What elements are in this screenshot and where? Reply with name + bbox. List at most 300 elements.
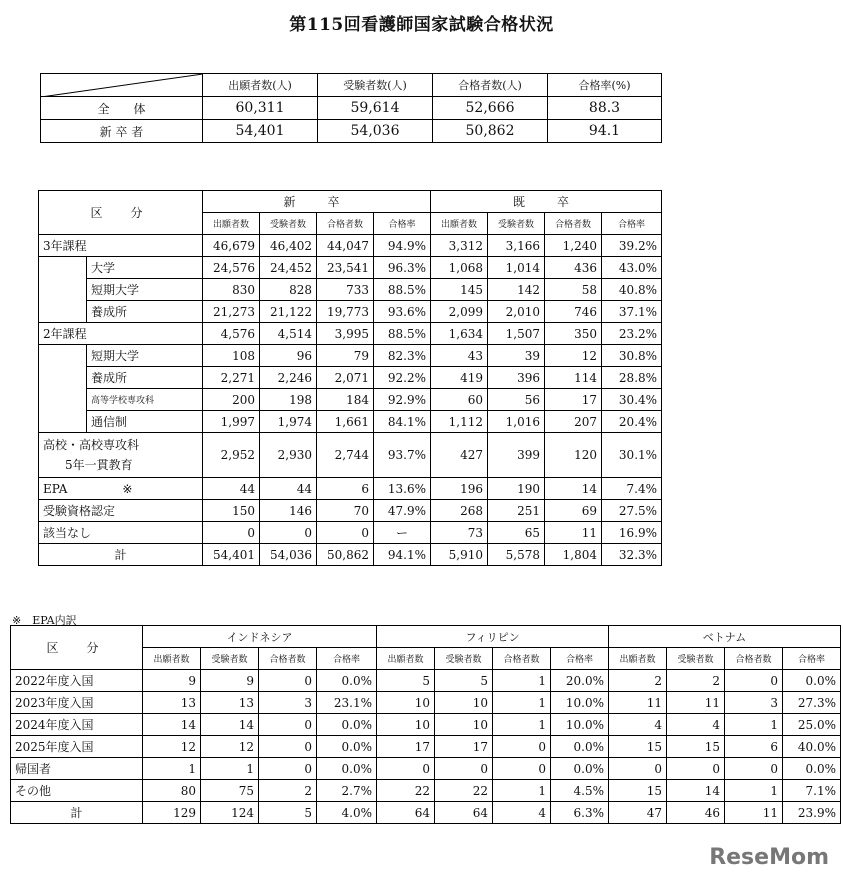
cell: 5 xyxy=(435,670,493,692)
cell: 88.5% xyxy=(374,279,431,301)
cell: 20.0% xyxy=(551,670,609,692)
table-row xyxy=(39,257,662,279)
cell: 2 xyxy=(609,670,667,692)
cell: 4 xyxy=(667,714,725,736)
row-label: 2022年度入国 xyxy=(11,670,143,692)
indent-cell xyxy=(39,345,87,367)
sub-header: 合格率 xyxy=(374,213,431,235)
sub-header: 合格率 xyxy=(317,648,377,670)
group-header-past: 既 卒 xyxy=(431,191,662,213)
table-row xyxy=(39,522,662,544)
cell: 15 xyxy=(609,780,667,802)
cell: 12 xyxy=(143,736,201,758)
cell: 1 xyxy=(201,758,259,780)
cell: 10 xyxy=(435,714,493,736)
cell: 1 xyxy=(493,670,551,692)
row-label: 3年課程 xyxy=(39,235,203,257)
cell: 5 xyxy=(259,802,317,824)
sub-header: 受験者数 xyxy=(435,648,493,670)
cell: 70 xyxy=(317,500,374,522)
cell: 13.6% xyxy=(374,478,431,500)
group-header-philippines: フィリピン xyxy=(377,626,609,648)
cell: 54,401 xyxy=(203,544,260,566)
table-row xyxy=(39,301,662,323)
table-row xyxy=(39,478,662,500)
indent-cell xyxy=(39,301,87,323)
cell: 142 xyxy=(488,279,545,301)
cell: 24,452 xyxy=(260,257,317,279)
cell: 1,014 xyxy=(488,257,545,279)
cell: 12 xyxy=(201,736,259,758)
cell: 82.3% xyxy=(374,345,431,367)
table-row xyxy=(39,544,662,566)
sub-header: 出願者数 xyxy=(431,213,488,235)
summary-header: 合格率(%) xyxy=(548,74,662,97)
cell: 1 xyxy=(493,714,551,736)
cell: 5,910 xyxy=(431,544,488,566)
cell: 25.0% xyxy=(783,714,841,736)
cell: 21,273 xyxy=(203,301,260,323)
cell: 10.0% xyxy=(551,692,609,714)
cell: 1 xyxy=(493,692,551,714)
epa-mark: ※ xyxy=(122,481,133,496)
summary-table xyxy=(40,73,662,143)
cell: 5 xyxy=(377,670,435,692)
cell: 129 xyxy=(143,802,201,824)
cell: 11 xyxy=(725,802,783,824)
cell: 54,036 xyxy=(260,544,317,566)
cell: 2,744 xyxy=(317,433,374,478)
table-row xyxy=(39,500,662,522)
cell: 0 xyxy=(493,758,551,780)
cell: 0 xyxy=(259,758,317,780)
cell: 6 xyxy=(725,736,783,758)
row-label: 受験資格認定 xyxy=(39,500,203,522)
diagonal-header-cell xyxy=(41,74,203,97)
cell: 44 xyxy=(260,478,317,500)
sub-header: 出願者数 xyxy=(609,648,667,670)
cell: 94.9% xyxy=(374,235,431,257)
table-row xyxy=(39,345,662,367)
cell: 16.9% xyxy=(602,522,662,544)
cell: 14 xyxy=(545,478,602,500)
table-row xyxy=(11,670,841,692)
summary-header: 受験者数(人) xyxy=(318,74,433,97)
cell: 396 xyxy=(488,367,545,389)
row-label-line: 5年一貫教育 xyxy=(65,458,133,472)
cell: 27.3% xyxy=(783,692,841,714)
cell: 2,246 xyxy=(260,367,317,389)
cell: 21,122 xyxy=(260,301,317,323)
cell: 190 xyxy=(488,478,545,500)
cell: 14 xyxy=(667,780,725,802)
sub-header: 合格者数 xyxy=(317,213,374,235)
row-label: 高等学校専攻科 xyxy=(87,389,203,411)
cell: 0 xyxy=(725,758,783,780)
cell: 75 xyxy=(201,780,259,802)
resemom-logo: ReseMom xyxy=(709,845,829,870)
cell: 0 xyxy=(317,522,374,544)
row-label: 2年課程 xyxy=(39,323,203,345)
cell: 4 xyxy=(609,714,667,736)
cell: 120 xyxy=(545,433,602,478)
cell: 108 xyxy=(203,345,260,367)
cell: 1,997 xyxy=(203,411,260,433)
cell: 1,068 xyxy=(431,257,488,279)
cell: 1 xyxy=(725,714,783,736)
cell: 2 xyxy=(667,670,725,692)
cell: 207 xyxy=(545,411,602,433)
cell: 10 xyxy=(435,692,493,714)
cell: 0 xyxy=(259,736,317,758)
cell: 1 xyxy=(493,780,551,802)
cell: 200 xyxy=(203,389,260,411)
row-label: その他 xyxy=(11,780,143,802)
cell: 46,402 xyxy=(260,235,317,257)
cell: 5,578 xyxy=(488,544,545,566)
cell: 39.2% xyxy=(602,235,662,257)
cell: 1,634 xyxy=(431,323,488,345)
cell: 54,401 xyxy=(203,120,318,143)
cell: 0 xyxy=(377,758,435,780)
row-label: 帰国者 xyxy=(11,758,143,780)
cell: 30.4% xyxy=(602,389,662,411)
cell: 0 xyxy=(259,714,317,736)
epa-note: ※ EPA内訳 xyxy=(12,614,77,627)
cell: 0 xyxy=(725,670,783,692)
cell: 96 xyxy=(260,345,317,367)
cell: 350 xyxy=(545,323,602,345)
row-label: 2023年度入国 xyxy=(11,692,143,714)
cell: 4.0% xyxy=(317,802,377,824)
cell: 7.4% xyxy=(602,478,662,500)
cell: 0 xyxy=(260,522,317,544)
cell: 65 xyxy=(488,522,545,544)
cell: 93.6% xyxy=(374,301,431,323)
cell: 6.3% xyxy=(551,802,609,824)
cell: 0.0% xyxy=(317,714,377,736)
cell: 3,312 xyxy=(431,235,488,257)
cell: 23.9% xyxy=(783,802,841,824)
cell: 47.9% xyxy=(374,500,431,522)
cell: 7.1% xyxy=(783,780,841,802)
cell: 251 xyxy=(488,500,545,522)
cell: 43.0% xyxy=(602,257,662,279)
cell: 2 xyxy=(259,780,317,802)
cell: 0 xyxy=(667,758,725,780)
cell: 124 xyxy=(201,802,259,824)
table-row xyxy=(41,97,662,120)
cell: 60 xyxy=(431,389,488,411)
diagonal-line-icon xyxy=(41,74,203,97)
cell: 14 xyxy=(201,714,259,736)
cell: 69 xyxy=(545,500,602,522)
cell: 830 xyxy=(203,279,260,301)
row-label: 新 卒 者 xyxy=(41,120,203,143)
table-row xyxy=(39,389,662,411)
cell: 44 xyxy=(203,478,260,500)
cell: 10 xyxy=(377,714,435,736)
cell: 0.0% xyxy=(783,670,841,692)
row-label: 短期大学 xyxy=(87,279,203,301)
cell: 0 xyxy=(203,522,260,544)
indent-cell xyxy=(39,367,87,389)
kubun-header: 区 分 xyxy=(11,626,143,670)
cell: 46,679 xyxy=(203,235,260,257)
row-label: 2024年度入国 xyxy=(11,714,143,736)
cell: 30.1% xyxy=(602,433,662,478)
cell: 64 xyxy=(435,802,493,824)
cell: 0.0% xyxy=(551,736,609,758)
cell: 52,666 xyxy=(433,97,548,120)
cell: 198 xyxy=(260,389,317,411)
cell: 3 xyxy=(259,692,317,714)
cell: 9 xyxy=(143,670,201,692)
table-row xyxy=(11,736,841,758)
cell: 13 xyxy=(143,692,201,714)
table-row xyxy=(39,235,662,257)
cell: 88.3 xyxy=(548,97,662,120)
cell: 44,047 xyxy=(317,235,374,257)
cell: 2,071 xyxy=(317,367,374,389)
sub-header: 受験者数 xyxy=(667,648,725,670)
cell: 27.5% xyxy=(602,500,662,522)
indent-cell xyxy=(39,411,87,433)
cell: 10 xyxy=(377,692,435,714)
cell: 427 xyxy=(431,433,488,478)
table-row xyxy=(11,802,841,824)
page-title: 第115回看護師国家試験合格状況 xyxy=(289,15,554,35)
cell: 0 xyxy=(609,758,667,780)
cell: 0.0% xyxy=(317,736,377,758)
table-row xyxy=(39,279,662,301)
table-row xyxy=(39,433,662,478)
cell: 1 xyxy=(725,780,783,802)
cell: 1,804 xyxy=(545,544,602,566)
cell: 0.0% xyxy=(783,758,841,780)
cell: 2,099 xyxy=(431,301,488,323)
cell: 1,112 xyxy=(431,411,488,433)
cell: 19,773 xyxy=(317,301,374,323)
row-label xyxy=(39,478,203,500)
cell: ー xyxy=(374,522,431,544)
table-row xyxy=(39,367,662,389)
table-row xyxy=(41,120,662,143)
cell: 43 xyxy=(431,345,488,367)
sub-header: 出願者数 xyxy=(377,648,435,670)
cell: 3 xyxy=(725,692,783,714)
cell: 10.0% xyxy=(551,714,609,736)
row-label: 通信制 xyxy=(87,411,203,433)
sub-header: 合格者数 xyxy=(725,648,783,670)
cell: 40.0% xyxy=(783,736,841,758)
cell: 56 xyxy=(488,389,545,411)
cell: 12 xyxy=(545,345,602,367)
group-header-indonesia: インドネシア xyxy=(143,626,377,648)
indent-cell xyxy=(39,389,87,411)
cell: 4,576 xyxy=(203,323,260,345)
cell: 0.0% xyxy=(317,670,377,692)
cell: 419 xyxy=(431,367,488,389)
cell: 15 xyxy=(667,736,725,758)
summary-header: 合格者数(人) xyxy=(433,74,548,97)
cell: 114 xyxy=(545,367,602,389)
cell: 73 xyxy=(431,522,488,544)
cell: 17 xyxy=(435,736,493,758)
cell: 14 xyxy=(143,714,201,736)
row-label: 該当なし xyxy=(39,522,203,544)
cell: 4.5% xyxy=(551,780,609,802)
cell: 150 xyxy=(203,500,260,522)
cell: 2,930 xyxy=(260,433,317,478)
group-header-vietnam: ベトナム xyxy=(609,626,841,648)
cell: 20.4% xyxy=(602,411,662,433)
cell: 733 xyxy=(317,279,374,301)
cell: 93.7% xyxy=(374,433,431,478)
sub-header: 合格率 xyxy=(602,213,662,235)
cell: 79 xyxy=(317,345,374,367)
cell: 59,614 xyxy=(318,97,433,120)
table-row xyxy=(39,411,662,433)
cell: 184 xyxy=(317,389,374,411)
cell: 268 xyxy=(431,500,488,522)
cell: 4 xyxy=(493,802,551,824)
cell: 0 xyxy=(259,670,317,692)
cell: 96.3% xyxy=(374,257,431,279)
cell: 92.2% xyxy=(374,367,431,389)
cell: 2,952 xyxy=(203,433,260,478)
row-label: 養成所 xyxy=(87,367,203,389)
cell: 196 xyxy=(431,478,488,500)
cell: 94.1% xyxy=(374,544,431,566)
cell: 22 xyxy=(377,780,435,802)
cell: 17 xyxy=(377,736,435,758)
cell: 3,995 xyxy=(317,323,374,345)
cell: 146 xyxy=(260,500,317,522)
cell: 92.9% xyxy=(374,389,431,411)
cell: 436 xyxy=(545,257,602,279)
row-label: 養成所 xyxy=(87,301,203,323)
cell: 50,862 xyxy=(433,120,548,143)
table-row xyxy=(11,714,841,736)
sub-header: 合格率 xyxy=(783,648,841,670)
row-label-line: 高校・高校専攻科 xyxy=(43,438,140,452)
cell: 23.2% xyxy=(602,323,662,345)
cell: 22 xyxy=(435,780,493,802)
cell: 11 xyxy=(545,522,602,544)
cell: 54,036 xyxy=(318,120,433,143)
cell: 50,862 xyxy=(317,544,374,566)
sub-header: 合格率 xyxy=(551,648,609,670)
cell: 17 xyxy=(545,389,602,411)
cell: 84.1% xyxy=(374,411,431,433)
cell: 28.8% xyxy=(602,367,662,389)
cell: 47 xyxy=(609,802,667,824)
cell: 828 xyxy=(260,279,317,301)
cell: 9 xyxy=(201,670,259,692)
sub-header: 受験者数 xyxy=(260,213,317,235)
kubun-header: 区 分 xyxy=(39,191,203,235)
row-label: 全 体 xyxy=(41,97,203,120)
row-label: 短期大学 xyxy=(87,345,203,367)
cell: 2,271 xyxy=(203,367,260,389)
cell: 13 xyxy=(201,692,259,714)
epa-label: EPA xyxy=(43,481,68,496)
cell: 23,541 xyxy=(317,257,374,279)
cell: 32.3% xyxy=(602,544,662,566)
row-label: 大学 xyxy=(87,257,203,279)
summary-header: 出願者数(人) xyxy=(203,74,318,97)
cell: 64 xyxy=(377,802,435,824)
cell: 39 xyxy=(488,345,545,367)
row-label xyxy=(39,433,203,478)
cell: 94.1 xyxy=(548,120,662,143)
sub-header: 合格者数 xyxy=(545,213,602,235)
indent-cell xyxy=(39,257,87,279)
cell: 88.5% xyxy=(374,323,431,345)
row-label: 2025年度入国 xyxy=(11,736,143,758)
sub-header: 出願者数 xyxy=(143,648,201,670)
cell: 80 xyxy=(143,780,201,802)
cell: 4,514 xyxy=(260,323,317,345)
cell: 6 xyxy=(317,478,374,500)
row-label: 計 xyxy=(39,544,203,566)
sub-header: 受験者数 xyxy=(488,213,545,235)
cell: 11 xyxy=(609,692,667,714)
table-row xyxy=(11,758,841,780)
row-label: 計 xyxy=(11,802,143,824)
cell: 3,166 xyxy=(488,235,545,257)
cell: 2,010 xyxy=(488,301,545,323)
cell: 40.8% xyxy=(602,279,662,301)
cell: 24,576 xyxy=(203,257,260,279)
cell: 23.1% xyxy=(317,692,377,714)
cell: 58 xyxy=(545,279,602,301)
table-row xyxy=(11,692,841,714)
cell: 1,661 xyxy=(317,411,374,433)
indent-cell xyxy=(39,279,87,301)
cell: 46 xyxy=(667,802,725,824)
cell: 60,311 xyxy=(203,97,318,120)
table-row xyxy=(11,780,841,802)
sub-header: 合格者数 xyxy=(259,648,317,670)
cell: 0.0% xyxy=(317,758,377,780)
cell: 30.8% xyxy=(602,345,662,367)
cell: 1,974 xyxy=(260,411,317,433)
sub-header: 出願者数 xyxy=(203,213,260,235)
cell: 0 xyxy=(493,736,551,758)
group-header-new: 新 卒 xyxy=(203,191,431,213)
cell: 1,240 xyxy=(545,235,602,257)
epa-table xyxy=(10,625,841,824)
sub-header: 受験者数 xyxy=(201,648,259,670)
cell: 145 xyxy=(431,279,488,301)
cell: 1 xyxy=(143,758,201,780)
cell: 399 xyxy=(488,433,545,478)
cell: 11 xyxy=(667,692,725,714)
cell: 1,507 xyxy=(488,323,545,345)
sub-header: 合格者数 xyxy=(493,648,551,670)
breakdown-table xyxy=(38,190,662,566)
cell: 2.7% xyxy=(317,780,377,802)
cell: 0.0% xyxy=(551,758,609,780)
cell: 15 xyxy=(609,736,667,758)
cell: 0 xyxy=(435,758,493,780)
cell: 1,016 xyxy=(488,411,545,433)
cell: 37.1% xyxy=(602,301,662,323)
table-row xyxy=(39,323,662,345)
cell: 746 xyxy=(545,301,602,323)
